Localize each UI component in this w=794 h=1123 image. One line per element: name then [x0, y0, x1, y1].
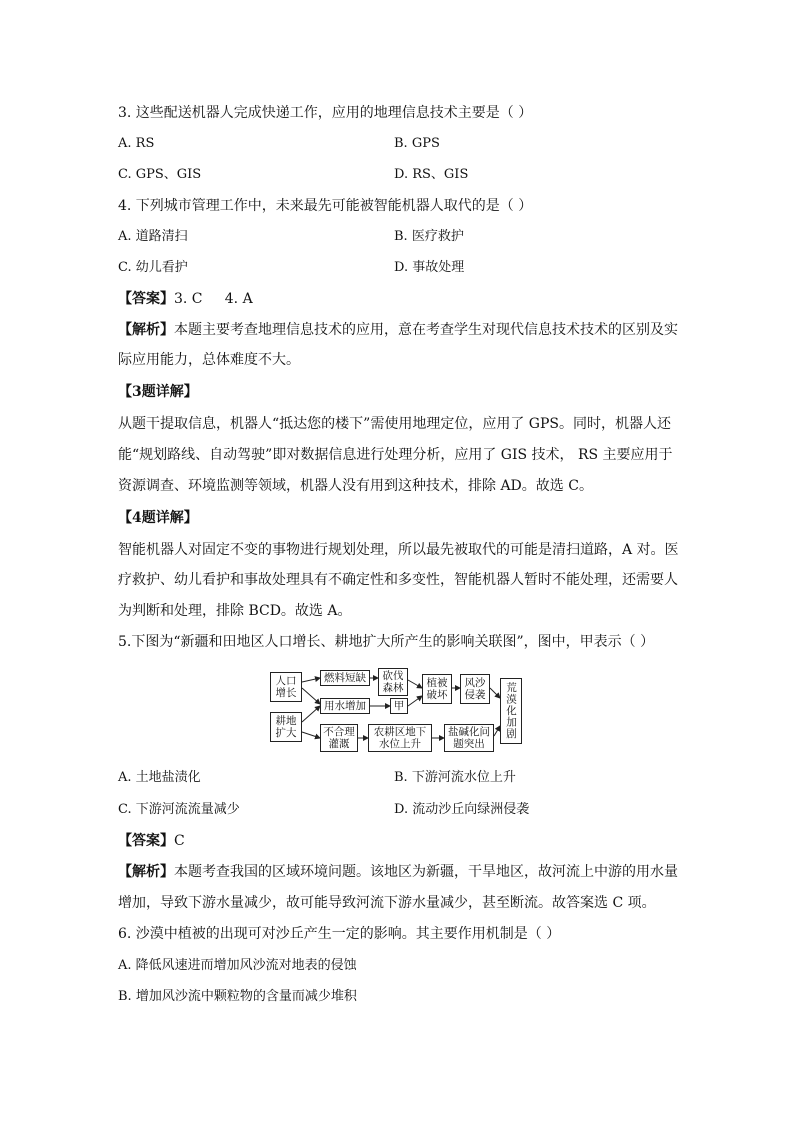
- q4-option-c: C. 幼儿看护: [118, 260, 188, 275]
- answer-3-4: [118, 289, 253, 309]
- question-5-stem: 5.下图为“新疆和田地区人口增长、耕地扩大所产生的影响关联图”，图中，甲表示（ ）: [118, 634, 655, 650]
- analysis-5-label: 【解析】: [118, 864, 174, 880]
- analysis-label: 【解析】: [118, 322, 174, 338]
- q3-option-a: A. RS: [118, 136, 155, 151]
- box-deforestation: 砍伐森林: [378, 668, 408, 696]
- analysis-text: 本题主要考查地理信息技术的应用，意在考查学生对现代信息技术技术的区别及实: [174, 322, 678, 338]
- answer-5: [118, 831, 185, 851]
- detail-4-line3: 为判断和处理，排除 BCD。故选 A。: [118, 603, 352, 619]
- question-3-stem: 3. 这些配送机器人完成快递工作，应用的地理信息技术主要是（ ）: [118, 105, 533, 121]
- analysis-5-text: 本题考查我国的区域环境问题。该地区为新疆，干旱地区，故河流上中游的用水量: [174, 864, 678, 880]
- q3-option-b: B. GPS: [394, 136, 440, 151]
- box-jia: 甲: [390, 698, 408, 714]
- analysis-3-4-line2: 际应用能力，总体难度不大。: [118, 352, 300, 368]
- analysis-5-line2: 增加，导致下游水量减少，故可能导致河流下游水量减少，甚至断流。故答案选 C 项。: [118, 895, 656, 911]
- detail-3-line1: 从题干提取信息，机器人“抵达您的楼下”需使用地理定位，应用了 GPS。同时，机器人还: [118, 416, 671, 432]
- q5-option-b: B. 下游河流水位上升: [394, 770, 516, 785]
- box-water-use-increase: 用水增加: [320, 698, 370, 714]
- q4-option-a: A. 道路清扫: [118, 229, 188, 244]
- detail-3-title: 【3题详解】: [118, 384, 198, 400]
- box-salinization: 盐碱化问题突出: [444, 724, 494, 752]
- answer-text: 3. C 4. A: [174, 291, 253, 307]
- question-6-stem: 6. 沙漠中植被的出现可对沙丘产生一定的影响。其主要作用机制是（ ）: [118, 926, 561, 942]
- question-4-stem: 4. 下列城市管理工作中，未来最先可能被智能机器人取代的是（ ）: [118, 198, 533, 214]
- box-sand-invasion: 风沙侵袭: [460, 674, 490, 704]
- answer-5-text: C: [174, 833, 185, 849]
- box-population-growth: 人口增长: [270, 672, 302, 702]
- q5-option-c: C. 下游河流流量减少: [118, 802, 240, 817]
- q5-option-d: D. 流动沙丘向绿洲侵袭: [394, 802, 530, 817]
- q6-option-b: B. 增加风沙流中颗粒物的含量而减少堆积: [118, 989, 357, 1004]
- q4-option-d: D. 事故处理: [394, 260, 465, 275]
- analysis-5-line1: [118, 862, 678, 882]
- detail-4-line2: 疗救护、幼儿看护和事故处理具有不确定性和多变性，智能机器人暂时不能处理，还需要人: [118, 572, 678, 588]
- q4-option-b: B. 医疗救护: [394, 229, 464, 244]
- q6-option-a: A. 降低风速进而增加风沙流对地表的侵蚀: [118, 958, 357, 973]
- detail-3-line2: 能“规划路线、自动驾驶”即对数据信息进行处理分析，应用了 GIS 技术， RS 主要应用于: [118, 447, 673, 463]
- analysis-3-4-line1: [118, 320, 678, 340]
- impact-relation-diagram: [268, 668, 526, 748]
- answer-5-label: 【答案】: [118, 833, 174, 849]
- box-desertification: 荒漠化加剧: [500, 678, 522, 744]
- detail-4-title: 【4题详解】: [118, 510, 198, 526]
- detail-4-line1: 智能机器人对固定不变的事物进行规划处理，所以最先被取代的可能是清扫道路，A 对。医: [118, 542, 679, 558]
- answer-label: 【答案】: [118, 291, 174, 307]
- box-improper-irrigation: 不合理灌溉: [320, 724, 358, 752]
- box-farmland-expansion: 耕地扩大: [270, 712, 302, 742]
- q3-option-d: D. RS、GIS: [394, 167, 469, 182]
- detail-3-line3: 资源调查、环境监测等领域，机器人没有用到这种技术，排除 AD。故选 C。: [118, 478, 593, 494]
- box-groundwater-rise: 农耕区地下水位上升: [368, 724, 432, 752]
- q3-option-c: C. GPS、GIS: [118, 167, 202, 182]
- box-vegetation-damage: 植被破坏: [422, 674, 452, 704]
- box-fuel-shortage: 燃料短缺: [320, 670, 370, 686]
- q5-option-a: A. 土地盐渍化: [118, 770, 201, 785]
